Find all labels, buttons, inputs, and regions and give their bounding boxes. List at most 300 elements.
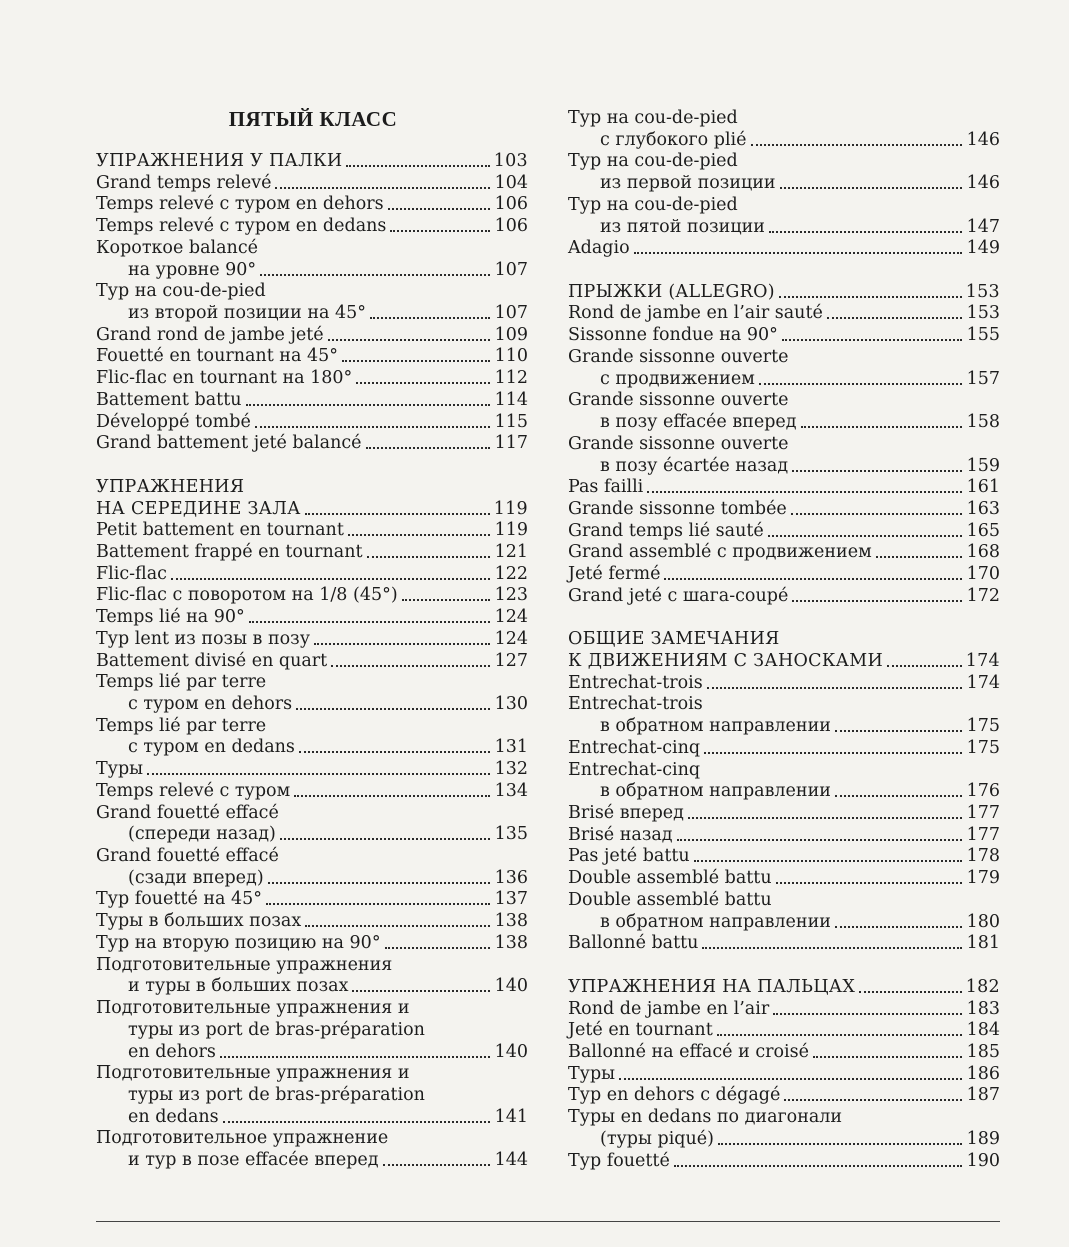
toc-entry [568, 215, 1000, 237]
toc-entry [96, 1061, 528, 1083]
dot-leader [383, 1164, 490, 1166]
toc-page-number: 175 [966, 716, 1000, 737]
toc-page-number: 147 [966, 216, 1000, 237]
toc-entry [568, 736, 1000, 758]
toc-entry-title: Туры en dedans по диагонали [568, 1107, 843, 1128]
toc-entry [96, 1148, 528, 1170]
toc-entry-title: Grande sissonne ouverte [568, 346, 789, 367]
toc-entry-title: Temps lié на 90° [96, 607, 245, 628]
toc-entry-title: Petit battement en tournant [96, 520, 344, 541]
toc-entry-title: Temps lié par terre [96, 672, 267, 693]
toc-entry [568, 779, 1000, 801]
toc-entry-title: Pas failli [568, 477, 644, 498]
toc-entry-title: Тур на cou-de-pied [96, 281, 266, 302]
toc-entry [96, 649, 528, 671]
dot-leader [390, 230, 490, 232]
toc-entry [568, 910, 1000, 932]
toc-entry-title: в обратном направлении [600, 911, 831, 932]
toc-page-number: 132 [494, 759, 528, 780]
dot-leader [352, 990, 490, 992]
toc-entry [96, 844, 528, 866]
dot-leader [859, 991, 962, 993]
toc-entry [568, 584, 1000, 606]
toc-page-number: 119 [493, 498, 528, 519]
toc-entry-title: Adagio [568, 238, 630, 259]
toc-entry [96, 344, 528, 366]
toc-page-number: 153 [965, 281, 1000, 302]
toc-entry [568, 931, 1000, 953]
toc-entry-title: из пятой позиции [600, 216, 765, 237]
toc-entry [96, 236, 528, 258]
toc-entry [568, 562, 1000, 584]
toc-entry [568, 128, 1000, 150]
toc-page-number: 183 [966, 998, 1000, 1019]
dot-leader [751, 144, 962, 146]
toc-page-number: 149 [966, 238, 1000, 259]
toc-entry-title: Ballonné battu [568, 933, 699, 954]
toc-entry-title: УПРАЖНЕНИЯ У ПАЛКИ [96, 151, 343, 171]
toc-entry-title: Grand rond de jambe jeté [96, 324, 324, 345]
toc-page-number: 106 [494, 216, 528, 237]
dot-leader [366, 447, 490, 449]
toc-entry-title: Grand battement jeté balancé [96, 433, 362, 454]
toc-page-number: 175 [966, 737, 1000, 758]
dot-leader [768, 535, 962, 537]
toc-page-number: 137 [494, 889, 528, 910]
toc-heading [96, 475, 528, 497]
toc-entry [96, 258, 528, 280]
toc-entry-title: Короткое balancé [96, 237, 258, 258]
toc-entry [568, 171, 1000, 193]
toc-spacer [568, 606, 1000, 628]
toc-page-number: 163 [966, 498, 1000, 519]
toc-entry [568, 367, 1000, 389]
toc-page-number: 177 [966, 824, 1000, 845]
toc-entry [96, 605, 528, 627]
toc-entry [96, 974, 528, 996]
toc-entry-title: Battement divisé en quart [96, 650, 328, 671]
toc-page-number: 121 [494, 541, 528, 562]
toc-entry-title: Grand fouetté effacé [96, 802, 279, 823]
toc-entry [568, 758, 1000, 780]
dot-leader [782, 339, 962, 341]
dot-leader [702, 947, 962, 949]
toc-page-number: 122 [494, 563, 528, 584]
toc-entry-title: Temps relevé с туром [96, 780, 291, 801]
toc-entry [568, 454, 1000, 476]
dot-leader [331, 665, 490, 667]
toc-entry [568, 714, 1000, 736]
toc-page-number: 141 [494, 1106, 528, 1127]
toc-entry-title: Тур en dehors с dégagé [568, 1085, 781, 1106]
toc-page-number: 185 [966, 1041, 1000, 1062]
toc-entry-title: в обратном направлении [600, 716, 831, 737]
toc-entry-title: ОБЩИЕ ЗАМЕЧАНИЯ [568, 629, 780, 650]
dot-leader [147, 773, 490, 775]
dot-leader [769, 231, 962, 233]
dot-leader [314, 643, 490, 645]
dot-leader [246, 404, 490, 406]
toc-entry-title: Подготовительное упражнение [96, 1128, 389, 1149]
toc-entry-title: Entrechat-cinq [568, 737, 701, 758]
toc-entry [96, 735, 528, 757]
toc-entry-title: (спереди назад) [128, 824, 276, 845]
toc-entry [96, 996, 528, 1018]
toc-entry [568, 1018, 1000, 1040]
toc-page-number: 117 [494, 433, 528, 454]
dot-leader [305, 513, 490, 515]
toc-entry-title: Rond de jambe en l’air [568, 998, 770, 1019]
toc-page-number: 123 [494, 585, 528, 606]
toc-page-number: 180 [966, 911, 1000, 932]
toc-entry [96, 801, 528, 823]
dot-leader [707, 687, 962, 689]
toc-entry [568, 540, 1000, 562]
toc-page-number: 112 [494, 368, 528, 389]
toc-entry [568, 1149, 1000, 1171]
toc-entry-title: Тур на вторую позицию на 90° [96, 932, 381, 953]
toc-entry-title: Jeté en tournant [568, 1020, 713, 1041]
dot-leader [876, 556, 962, 558]
dot-leader [402, 599, 490, 601]
dot-leader [280, 838, 490, 840]
toc-entry [96, 822, 528, 844]
toc-entry-title: туры из port de bras-préparation [128, 1084, 425, 1105]
toc-entry-title: с глубокого plié [600, 129, 747, 150]
toc-entry-title: en dedans [128, 1106, 219, 1127]
toc-entry [96, 518, 528, 540]
toc-entry [96, 931, 528, 953]
dot-leader [835, 730, 962, 732]
toc-entry [96, 540, 528, 562]
toc-entry-title: на уровне 90° [128, 259, 257, 280]
toc-entry [568, 692, 1000, 714]
toc-page-number: 190 [966, 1150, 1000, 1171]
toc-page-number: 140 [494, 1041, 528, 1062]
toc-entry-title: Тур на cou-de-pied [568, 194, 738, 215]
toc-entry-title: Développé tombé [96, 411, 251, 432]
toc-entry [96, 953, 528, 975]
dot-leader [342, 360, 490, 362]
dot-leader [694, 860, 962, 862]
toc-entry [96, 887, 528, 909]
toc-entry-title: Entrechat-cinq [568, 759, 701, 780]
dot-leader [688, 817, 962, 819]
toc-page-number: 135 [494, 824, 528, 845]
toc-page-number: 114 [494, 389, 528, 410]
dot-leader [813, 1056, 962, 1058]
toc-page-number: 174 [966, 672, 1000, 693]
toc-page-number: 130 [494, 694, 528, 714]
toc-entry [96, 714, 528, 736]
toc-entry-title: Jeté fermé [568, 564, 661, 585]
toc-entry [568, 106, 1000, 128]
toc-entry-title: Temps lié par terre [96, 715, 267, 736]
dot-leader [704, 752, 962, 754]
toc-entry [96, 583, 528, 605]
toc-entry-title: с продвижением [600, 368, 755, 389]
toc-entry [568, 475, 1000, 497]
toc-entry [568, 432, 1000, 454]
toc-entry [96, 562, 528, 584]
dot-leader [294, 795, 490, 797]
dot-leader [346, 165, 489, 167]
toc-heading [568, 649, 1000, 671]
dot-leader [776, 882, 962, 884]
toc-entry [96, 323, 528, 345]
toc-page-number: 146 [966, 173, 1000, 194]
dot-leader [791, 513, 962, 515]
toc-entry [96, 866, 528, 888]
toc-page-number: 155 [966, 325, 1000, 346]
dot-leader [275, 187, 490, 189]
toc-page-number: 161 [966, 477, 1000, 498]
dot-leader [801, 426, 962, 428]
dot-leader [356, 382, 490, 384]
dot-leader [664, 578, 962, 580]
dot-leader [367, 556, 490, 558]
toc-entry-title: Grande sissonne ouverte [568, 390, 789, 411]
toc-entry-title: с туром en dehors [128, 694, 293, 714]
toc-entry [96, 670, 528, 692]
toc-entry-title: Entrechat-trois [568, 672, 703, 693]
toc-entry-title: Temps relevé с туром en dehors [96, 194, 384, 215]
bottom-rule [96, 1221, 1000, 1222]
dot-leader [223, 1121, 490, 1123]
toc-page-number: 178 [966, 846, 1000, 867]
toc-entry-title: Туры [96, 759, 144, 780]
dot-leader [260, 274, 490, 276]
toc-page-number: 189 [966, 1128, 1000, 1149]
toc-entry-title: Fouetté en tournant на 45° [96, 346, 338, 367]
toc-entry [96, 366, 528, 388]
toc-entry-title: Grand fouetté effacé [96, 846, 279, 867]
dot-leader [328, 339, 490, 341]
toc-heading [568, 627, 1000, 649]
dot-leader [296, 708, 490, 710]
toc-page-number: 153 [966, 303, 1000, 324]
toc-entry [568, 519, 1000, 541]
toc-entry [96, 388, 528, 410]
dot-leader [784, 1099, 962, 1101]
toc-entry-title: Grande sissonne ouverte [568, 433, 789, 454]
toc-page-number: 107 [494, 259, 528, 280]
toc-entry-title: Туры [568, 1063, 616, 1084]
toc-entry-title: Grande sissonne tombée [568, 498, 787, 519]
toc-entry [568, 1105, 1000, 1127]
toc-entry-title: Подготовительные упражнения и [96, 1063, 410, 1084]
toc-entry [568, 345, 1000, 367]
toc-page-number: 179 [966, 868, 1000, 889]
toc-entry-title: (туры piqué) [600, 1128, 714, 1149]
dot-leader [779, 296, 962, 298]
toc-entry-title: Double assemblé battu [568, 868, 772, 889]
dot-leader [792, 600, 962, 602]
toc-spacer [96, 453, 528, 475]
toc-entry-title: Flic-flac [96, 563, 167, 584]
toc-heading [568, 280, 1000, 302]
toc-entry-title: Подготовительные упражнения [96, 954, 393, 975]
dot-leader [370, 317, 490, 319]
toc-entry-title: Grand temps lié sauté [568, 520, 764, 541]
toc-entry-title: УПРАЖНЕНИЯ НА ПАЛЬЦАХ [568, 976, 856, 997]
toc-page-number: 127 [494, 650, 528, 671]
toc-entry [568, 844, 1000, 866]
toc-page-number: 157 [966, 368, 1000, 389]
toc-entry-title: в обратном направлении [600, 781, 831, 802]
toc-heading [568, 975, 1000, 997]
toc-entry [568, 388, 1000, 410]
dot-leader [619, 1078, 962, 1080]
dot-leader [835, 926, 962, 928]
toc-entry [568, 236, 1000, 258]
toc-page-number: 184 [966, 1020, 1000, 1041]
toc-entry-title: Entrechat-trois [568, 694, 703, 715]
toc-page-number: 146 [966, 129, 1000, 150]
toc-heading [96, 497, 528, 519]
toc-entry-title: из второй позиции на 45° [128, 303, 367, 324]
toc-entry-title: Grand assemblé с продвижением [568, 542, 872, 563]
toc-entry [96, 757, 528, 779]
toc-page-number: 144 [494, 1150, 528, 1171]
toc-entry-title: из первой позиции [600, 173, 776, 194]
toc-page-number: 106 [494, 194, 528, 215]
toc-entry [568, 1062, 1000, 1084]
toc-page-number: 107 [494, 303, 528, 324]
toc-entry [568, 149, 1000, 171]
toc-spacer [568, 953, 1000, 975]
toc-entry-title: Тур на cou-de-pied [568, 108, 738, 128]
toc-entry [96, 192, 528, 214]
toc-page-number: 181 [966, 933, 1000, 954]
toc-entry-title: Ballonné на effacé и croisé [568, 1041, 809, 1062]
toc-entry [568, 888, 1000, 910]
dot-leader [792, 470, 962, 472]
toc-entry-title: Pas jeté battu [568, 846, 690, 867]
toc-entry [96, 1105, 528, 1127]
dot-leader [348, 534, 490, 536]
toc-entry-title: Тур lent из позы в позу [96, 628, 311, 649]
toc-page-number: 104 [494, 172, 528, 193]
toc-entry-title: в позу effacée вперед [600, 412, 797, 433]
toc-page-number: 168 [966, 542, 1000, 563]
section-title: ПЯТЫЙ КЛАСС [228, 107, 398, 131]
dot-leader [220, 1056, 490, 1058]
toc-entry [568, 193, 1000, 215]
toc-entry-title: в позу écartée назад [600, 455, 789, 476]
dot-leader [759, 383, 962, 385]
toc-page-number: 176 [966, 781, 1000, 802]
toc-page-number: 110 [494, 346, 528, 367]
dot-leader [717, 1034, 962, 1036]
toc-entry-title: туры из port de bras-préparation [128, 1019, 425, 1040]
dot-leader [773, 1013, 962, 1015]
toc-page-number: 115 [494, 411, 528, 432]
toc-entry [96, 1126, 528, 1148]
toc-entry-title: Grand jeté с шага-coupé [568, 585, 789, 606]
toc-page-number: 109 [494, 324, 528, 345]
toc-entry [96, 410, 528, 432]
dot-leader [780, 187, 962, 189]
toc-page-number: 174 [965, 651, 1000, 671]
toc-entry-title: К ДВИЖЕНИЯМ С ЗАНОСКАМИ [568, 651, 884, 671]
dot-leader [647, 491, 962, 493]
dot-leader [634, 252, 962, 254]
toc-entry-title: Brisé вперед [568, 803, 684, 824]
toc-spacer [568, 258, 1000, 280]
toc-entry-title: Temps relevé с туром en dedans [96, 216, 387, 237]
toc-entry [96, 627, 528, 649]
toc-page-number: 170 [966, 564, 1000, 585]
toc-entry-title: Flic-flac en tournant на 180° [96, 368, 353, 389]
toc-heading [96, 149, 528, 171]
toc-entry [96, 779, 528, 801]
toc-page-number: 138 [494, 932, 528, 953]
dot-leader [887, 665, 962, 667]
dot-leader [718, 1143, 962, 1145]
toc-entry [96, 1040, 528, 1062]
toc-entry-title: и тур в позе effacée вперед [128, 1150, 379, 1171]
toc-entry [96, 301, 528, 323]
toc-page-number: 186 [966, 1063, 1000, 1084]
toc-entry [568, 410, 1000, 432]
toc-entry-title: Battement battu [96, 389, 242, 410]
toc-entry-title: с туром en dedans [128, 737, 295, 758]
dot-leader [255, 426, 490, 428]
toc-page-number: 136 [494, 867, 528, 888]
toc-entry-title: УПРАЖНЕНИЯ [96, 476, 245, 497]
toc-page-number: 159 [966, 455, 1000, 476]
toc-page-number: 103 [493, 151, 528, 171]
toc-page-number: 140 [494, 976, 528, 997]
toc-entry [568, 801, 1000, 823]
dot-leader [268, 882, 490, 884]
toc-entry-title: Brisé назад [568, 824, 673, 845]
toc-entry [568, 1127, 1000, 1149]
toc-entry-title: Подготовительные упражнения и [96, 998, 410, 1019]
toc-entry [96, 431, 528, 453]
toc-entry [96, 171, 528, 193]
toc-entry-title: Тур fouetté [568, 1150, 670, 1171]
dot-leader [677, 839, 962, 841]
toc-entry [568, 323, 1000, 345]
toc-entry [568, 1040, 1000, 1062]
toc-entry [568, 1083, 1000, 1105]
dot-leader [266, 903, 490, 905]
toc-page-number: 182 [965, 976, 1000, 997]
toc-entry [568, 497, 1000, 519]
toc-entry [96, 909, 528, 931]
dot-leader [385, 947, 490, 949]
toc-entry-title: Sissonne fondue на 90° [568, 325, 778, 346]
toc-page-number: 165 [966, 520, 1000, 541]
toc-entry [96, 279, 528, 301]
toc-entry [568, 997, 1000, 1019]
dot-leader [249, 621, 490, 623]
toc-entry [568, 671, 1000, 693]
toc-entry-title: и туры в больших позах [128, 976, 349, 997]
toc-page-number: 124 [494, 628, 528, 649]
toc-page-number: 172 [966, 585, 1000, 606]
toc-entry [96, 1018, 528, 1040]
toc-page-number: 131 [494, 737, 528, 758]
toc-entry-title: Туры в больших позах [96, 911, 302, 932]
toc-entry-title: Battement frappé en tournant [96, 541, 363, 562]
toc-entry [96, 692, 528, 714]
dot-leader [674, 1165, 962, 1167]
toc-entry-title: Тур fouetté на 45° [96, 889, 263, 910]
toc-page-number: 138 [494, 911, 528, 932]
